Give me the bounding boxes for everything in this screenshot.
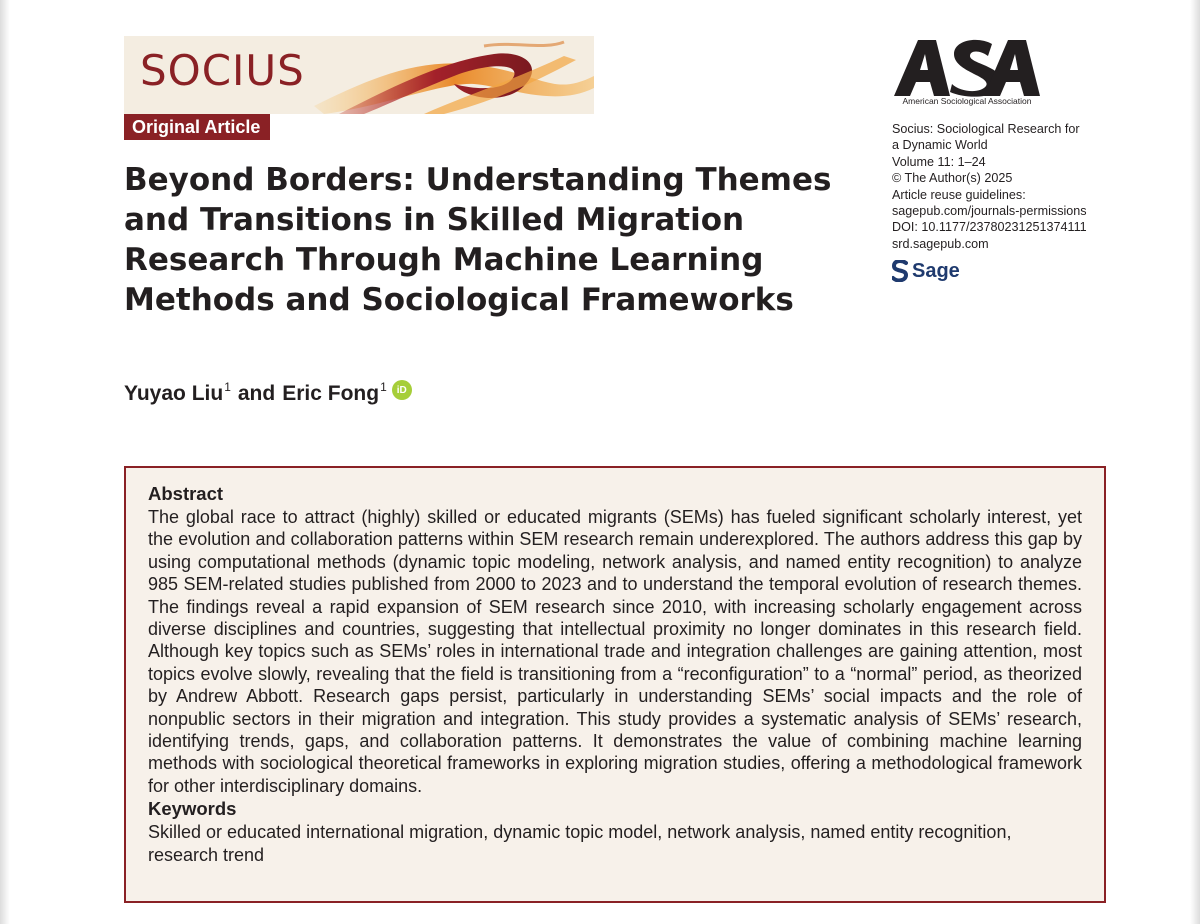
meta-journal-line2: a Dynamic World bbox=[892, 138, 988, 153]
article-meta bbox=[892, 121, 1192, 252]
abstract-text: The global race to attract (highly) skilled or educated migrants (SEMs) has fueled significant scholarly interest, yet the evolution and collaboration patterns within SEM research remain underexplored. The authors address this gap by using computational methods (dynamic topic modeling, network analysis, and named entity recognition) to analyze 985 SEM-related studies published from 2000 to 2023 and to understand the temporal evolution of research themes. The findings reveal a rapid expansion of SEM research since 2010, with increasing scholarly engagement across diverse disciplines and countries, suggesting that intellectual proximity no longer dominates in this research field. Although key topics such as SEMs’ roles in international trade and integration challenges are gaining attention, most topics evolve slowly, revealing that the field is transitioning from a “reconfiguration” to a “normal” period, as theorized by Andrew Abbott. Research gaps persist, particularly in understanding SEMs’ social impacts and the role of nonpublic sectors in their migration and integration. This study provides a systematic analysis of SEMs’ research, identifying trends, gaps, and collaboration patterns. It demonstrates the value of combining machine learning methods with sociological theoretical frameworks in exploring migration studies, offering a methodological framework for other interdisciplinary domains. bbox=[148, 507, 1082, 796]
author-2-affiliation: 1 bbox=[380, 380, 387, 394]
page-edge-left bbox=[0, 0, 10, 924]
journal-banner bbox=[124, 36, 594, 114]
meta-site-link[interactable]: srd.sagepub.com bbox=[892, 236, 989, 251]
title-line-1: Beyond Borders: Understanding Themes bbox=[124, 162, 832, 198]
keywords-heading: Keywords bbox=[148, 798, 237, 820]
title-line-4: Methods and Sociological Frameworks bbox=[124, 282, 794, 318]
author-1-affiliation: 1 bbox=[224, 380, 231, 394]
meta-copyright: © The Author(s) 2025 bbox=[892, 171, 1013, 186]
author-connector: and bbox=[237, 382, 276, 405]
sage-logo bbox=[892, 259, 960, 283]
meta-reuse: Article reuse guidelines: bbox=[892, 187, 1026, 202]
meta-volume: Volume 11: 1–24 bbox=[892, 154, 986, 169]
journal-name: SOCIUS bbox=[140, 46, 305, 95]
orcid-icon[interactable]: iD bbox=[392, 380, 412, 400]
title-line-3: Research Through Machine Learning bbox=[124, 242, 764, 278]
keywords-text: Skilled or educated international migration, dynamic topic model, network analysis, named entity recognition, research trend bbox=[148, 822, 1012, 865]
article-type-badge: Original Article bbox=[124, 114, 270, 140]
meta-journal-line1: Socius: Sociological Research for bbox=[892, 122, 1080, 136]
author-list bbox=[124, 382, 412, 406]
asa-logo-mark bbox=[892, 36, 1042, 98]
asa-logo bbox=[892, 36, 1042, 98]
author-1-name: Yuyao Liu bbox=[124, 382, 224, 405]
sage-s-icon bbox=[892, 260, 908, 282]
author-2-name: Eric Fong bbox=[282, 382, 380, 405]
title-line-2: and Transitions in Skilled Migration bbox=[124, 202, 745, 238]
meta-reuse-link[interactable]: sagepub.com/journals-permissions bbox=[892, 204, 1087, 219]
asa-full-name: American Sociological Association bbox=[902, 96, 1032, 106]
meta-doi[interactable]: DOI: 10.1177/23780231251374111 bbox=[892, 220, 1087, 235]
article-title bbox=[124, 160, 844, 320]
abstract-box bbox=[124, 466, 1106, 903]
abstract-heading: Abstract bbox=[148, 483, 224, 504]
sage-label: Sage bbox=[912, 260, 960, 282]
